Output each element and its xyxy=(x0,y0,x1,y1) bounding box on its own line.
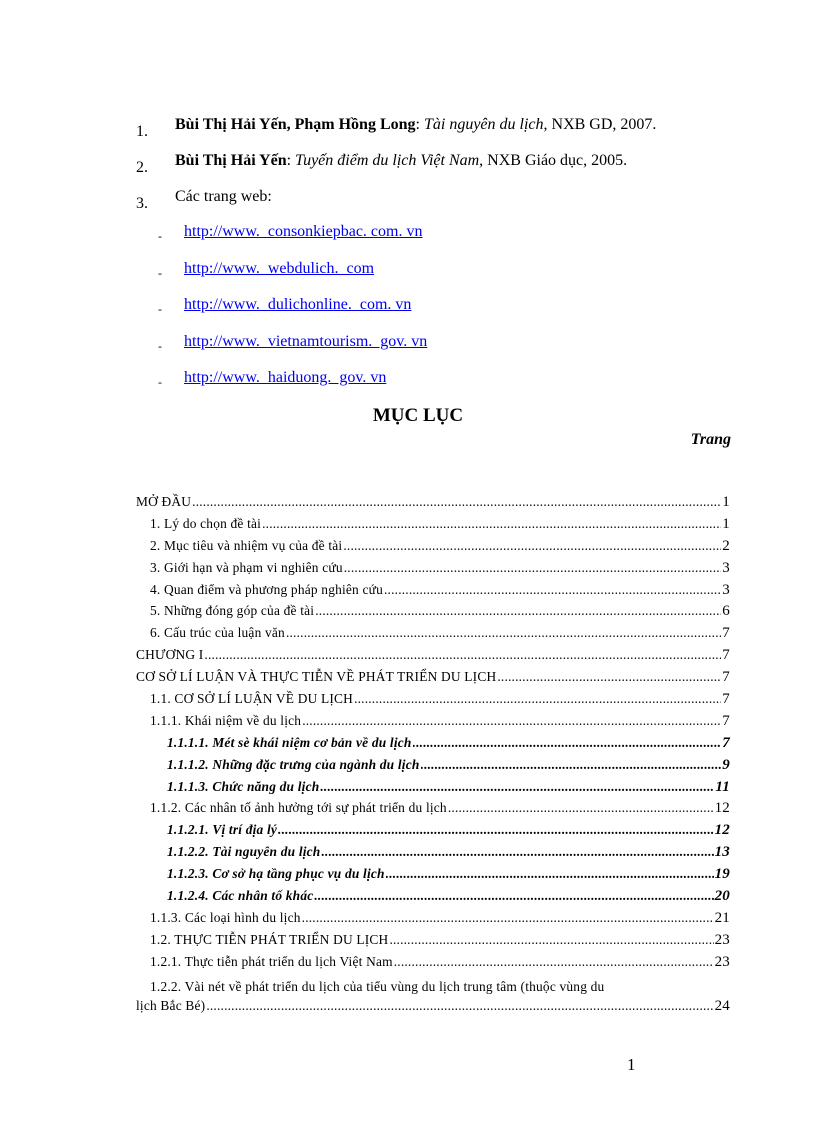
toc-leader xyxy=(302,713,721,729)
toc-leader xyxy=(497,669,721,685)
toc-leader xyxy=(421,757,722,773)
toc-leader xyxy=(206,998,713,1014)
reference-publisher: , NXB Giáo dục, 2005. xyxy=(479,152,628,169)
toc-leader xyxy=(394,954,714,970)
toc-entry[interactable] xyxy=(136,844,730,866)
toc-leader xyxy=(344,560,722,576)
toc-entry[interactable] xyxy=(136,691,730,713)
website-link[interactable]: http://www. haiduong. gov. vn xyxy=(184,369,387,386)
toc-entry-page: 19 xyxy=(714,866,730,883)
toc-entry-page: 9 xyxy=(722,756,730,773)
reference-text: Các trang web: xyxy=(175,188,272,205)
reference-title: Tài nguyên du lịch xyxy=(423,116,544,133)
table-of-contents xyxy=(136,494,730,1019)
toc-leader xyxy=(320,779,714,795)
toc-entry-title: 1.1.1.2. Những đặc trưng của ngành du lịch xyxy=(167,756,420,772)
toc-entry[interactable] xyxy=(136,713,730,735)
toc-entry[interactable] xyxy=(136,910,730,932)
toc-entry[interactable] xyxy=(136,516,730,538)
reference-separator: : xyxy=(286,152,296,169)
toc-entry-page: 2 xyxy=(722,537,730,554)
toc-entry[interactable] xyxy=(136,998,730,1020)
toc-entry-title: 1.1.1.3. Chức năng du lịch xyxy=(167,778,320,794)
toc-leader xyxy=(389,932,713,948)
bullet-dash: - xyxy=(158,338,162,353)
reference-number: 3. xyxy=(136,195,148,212)
toc-entry-page: 7 xyxy=(722,669,730,686)
bullet-dash: - xyxy=(158,229,162,243)
reference-number: 1. xyxy=(136,123,148,140)
website-link[interactable]: http://www. consonkiepbac. com. vn xyxy=(184,223,423,240)
toc-entry[interactable] xyxy=(136,603,730,625)
toc-leader xyxy=(314,888,713,904)
reference-author: Bùi Thị Hải Yến xyxy=(175,152,287,169)
toc-entry-title: 1.2. THỰC TIỄN PHÁT TRIỂN DU LỊCH xyxy=(150,931,389,947)
reference-number: 2. xyxy=(136,159,148,176)
toc-entry-title: 6. Cấu trúc của luận văn xyxy=(150,625,285,641)
toc-leader xyxy=(204,647,721,663)
toc-entry-page: 6 xyxy=(722,603,730,620)
reference-text xyxy=(175,151,627,171)
reference-publisher: , NXB GD, 2007. xyxy=(543,116,657,133)
toc-entry-page: 23 xyxy=(714,931,730,948)
bullet-dash: - xyxy=(158,375,162,389)
toc-leader xyxy=(278,822,714,838)
toc-entry-page: 21 xyxy=(714,909,730,926)
website-link[interactable]: http://www. vietnamtourism. gov. vn xyxy=(184,332,428,350)
toc-leader xyxy=(448,800,714,816)
toc-entry[interactable] xyxy=(136,538,730,560)
toc-entry-wrapped-title[interactable]: 1.2.2. Vài nét về phát triển du lịch của tiểu vùng du lịch trung tâm (thuộc vùng du xyxy=(150,978,605,994)
toc-entry-title: lịch Bắc Bé) xyxy=(136,997,206,1013)
toc-entry-title: 1.1. CƠ SỞ LÍ LUẬN VỀ DU LỊCH xyxy=(150,691,354,707)
toc-leader xyxy=(302,910,714,926)
toc-leader xyxy=(286,625,721,641)
toc-leader xyxy=(315,603,721,619)
toc-entry[interactable] xyxy=(136,494,730,516)
reference-list xyxy=(136,113,756,221)
toc-entry[interactable] xyxy=(136,888,730,910)
toc-entry-page: 24 xyxy=(714,997,730,1014)
toc-entry-page: 1 xyxy=(722,494,730,510)
toc-entry-title: 1.1.3. Các loại hình du lịch xyxy=(150,909,301,925)
reference-item xyxy=(136,149,756,185)
toc-entry-title: 1.2.1. Thực tiễn phát triển du lịch Việt Nam xyxy=(150,953,393,969)
reference-title: Tuyến điểm du lịch Việt Nam xyxy=(295,152,480,169)
toc-entry-page: 12 xyxy=(714,800,730,817)
toc-entry-page: 7 xyxy=(722,734,730,751)
toc-leader xyxy=(192,494,721,510)
toc-entry-title: CƠ SỞ LÍ LUẬN VÀ THỰC TIỄN VỀ PHÁT TRIỂN DU LỊCH xyxy=(136,669,497,685)
toc-entry-title: 3. Giới hạn và phạm vi nghiên cứu xyxy=(150,559,343,575)
toc-entry-page: 20 xyxy=(714,888,730,905)
toc-entry[interactable] xyxy=(136,735,730,757)
toc-entry-title: 2. Mục tiêu và nhiệm vụ của đề tài xyxy=(150,537,343,553)
reference-item xyxy=(136,113,756,149)
toc-entry-title: 1.1.2.2. Tài nguyên du lịch xyxy=(167,844,321,860)
toc-entry-title: 1.1.2.4. Các nhân tố khác xyxy=(167,888,314,904)
toc-entry-title: 1.1.1.1. Mét sè khái niệm cơ bản về du lịch xyxy=(167,734,412,750)
toc-leader xyxy=(321,844,713,860)
toc-entry-title: 1. Lý do chọn đề tài xyxy=(150,515,262,531)
toc-entry-title: 4. Quan điểm và phương pháp nghiên cứu xyxy=(150,581,383,597)
toc-entry[interactable] xyxy=(136,757,730,779)
toc-entry[interactable] xyxy=(136,669,730,691)
toc-entry-page: 13 xyxy=(714,844,730,861)
reference-separator: : xyxy=(415,116,424,133)
bullet-dash: - xyxy=(158,265,162,280)
reference-text xyxy=(175,115,656,135)
toc-entry-page: 3 xyxy=(722,581,730,598)
toc-page-header: Trang xyxy=(690,431,731,448)
reference-item xyxy=(136,185,756,221)
toc-entry[interactable] xyxy=(136,625,730,647)
toc-entry[interactable] xyxy=(136,866,730,888)
toc-entry-title: 1.1.2.3. Cơ sở hạ tầng phục vụ du lịch xyxy=(167,866,385,882)
toc-entry[interactable] xyxy=(136,582,730,604)
toc-leader xyxy=(384,582,721,598)
reference-author: Bùi Thị Hải Yến, Phạm Hồng Long xyxy=(175,116,416,133)
bullet-dash: - xyxy=(158,302,162,316)
toc-entry-title: 5. Những đóng góp của đề tài xyxy=(150,603,315,619)
toc-entry-title: 1.1.2.1. Vị trí địa lý xyxy=(167,822,278,838)
toc-leader xyxy=(386,866,714,882)
toc-entry-title: CHƯƠNG I xyxy=(136,647,204,663)
website-link[interactable]: http://www. webdulich. com xyxy=(184,259,375,277)
toc-entry[interactable] xyxy=(136,779,730,801)
toc-leader xyxy=(262,516,721,532)
toc-entry-page: 23 xyxy=(714,953,730,970)
page-number: 1 xyxy=(627,1055,636,1074)
toc-entry-title: 1.1.2. Các nhân tố ảnh hưởng tới sự phát triển du lịch xyxy=(150,800,447,816)
toc-entry[interactable] xyxy=(136,932,730,954)
toc-title: MỤC LỤC xyxy=(372,405,464,426)
toc-entry-page: 7 xyxy=(722,691,730,708)
toc-entry-page: 1 xyxy=(722,515,730,532)
toc-entry[interactable] xyxy=(136,560,730,582)
toc-entry[interactable] xyxy=(136,647,730,669)
toc-entry-page: 11 xyxy=(715,778,730,795)
toc-entry[interactable] xyxy=(136,954,730,976)
toc-entry-page: 7 xyxy=(722,712,730,729)
toc-entry-title: MỞ ĐẦU xyxy=(136,494,192,509)
toc-entry[interactable] xyxy=(136,822,730,844)
website-link[interactable]: http://www. dulichonline. com. vn xyxy=(184,296,412,313)
toc-entry-page: 3 xyxy=(722,559,730,576)
toc-leader xyxy=(354,691,721,707)
toc-leader xyxy=(343,538,721,554)
toc-entry-page: 7 xyxy=(722,625,730,642)
toc-leader xyxy=(413,735,722,751)
toc-entry-page: 7 xyxy=(722,647,730,664)
toc-entry-title: 1.1.1. Khái niệm về du lịch xyxy=(150,712,302,728)
toc-entry-page: 12 xyxy=(714,822,730,839)
toc-entry[interactable] xyxy=(136,800,730,822)
